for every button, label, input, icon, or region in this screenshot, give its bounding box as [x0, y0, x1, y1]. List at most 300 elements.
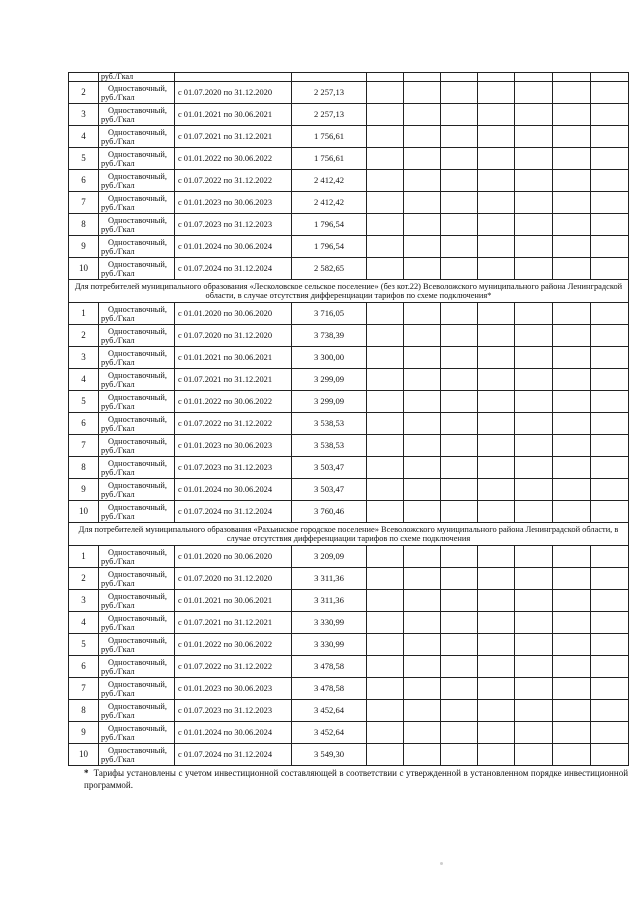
period-cell: с 01.07.2024 по 31.12.2024	[175, 744, 292, 766]
empty-cell	[441, 126, 478, 148]
tariff-type-cell	[99, 700, 175, 722]
period-cell: с 01.01.2023 по 30.06.2023	[175, 678, 292, 700]
tariff-unit: руб./Гкал	[101, 136, 135, 146]
empty-cell	[367, 391, 404, 413]
empty-cell	[478, 192, 515, 214]
tariff-unit: руб./Гкал	[101, 489, 135, 499]
empty-cell	[553, 678, 591, 700]
tariff-unit: руб./Гкал	[101, 600, 135, 610]
period-cell: с 01.01.2024 по 30.06.2024	[175, 722, 292, 744]
tariff-type-cell	[99, 236, 175, 258]
tariff-type-cell	[99, 744, 175, 766]
empty-cell	[515, 546, 553, 568]
empty-cell	[367, 170, 404, 192]
tariff-unit: руб./Гкал	[101, 92, 135, 102]
table-row	[69, 501, 629, 523]
empty-cell	[591, 501, 629, 523]
empty-cell	[404, 479, 441, 501]
empty-cell	[367, 634, 404, 656]
period-cell: с 01.01.2023 по 30.06.2023	[175, 435, 292, 457]
tariff-type-line1: Одноставочный,	[107, 259, 168, 269]
empty-cell	[515, 148, 553, 170]
tariff-unit: руб./Гкал	[101, 644, 135, 654]
period-cell: с 01.07.2021 по 31.12.2021	[175, 612, 292, 634]
tariff-value: 2 412,42	[292, 170, 367, 192]
tariff-unit: руб./Гкал	[101, 268, 135, 278]
empty-cell	[367, 479, 404, 501]
table-row	[69, 104, 629, 126]
empty-cell	[478, 656, 515, 678]
tariff-value: 2 582,65	[292, 258, 367, 280]
empty-cell	[553, 656, 591, 678]
tariff-value: 3 209,09	[292, 546, 367, 568]
tariff-type-cell	[99, 369, 175, 391]
empty-cell	[591, 236, 629, 258]
period-cell: с 01.01.2024 по 30.06.2024	[175, 236, 292, 258]
empty-cell	[515, 568, 553, 590]
empty-cell	[441, 192, 478, 214]
period-cell: с 01.01.2023 по 30.06.2023	[175, 192, 292, 214]
empty-cell	[515, 612, 553, 634]
tariff-unit: руб./Гкал	[101, 467, 135, 477]
row-number: 7	[69, 678, 99, 700]
section-header-row	[69, 523, 629, 546]
empty-cell	[591, 82, 629, 104]
row-number: 9	[69, 236, 99, 258]
tariff-type-line1: Одноставочный,	[107, 591, 168, 601]
tariff-type-cell	[99, 722, 175, 744]
tariff-value: 3 716,05	[292, 303, 367, 325]
row-number: 6	[69, 656, 99, 678]
tariff-value: 2 257,13	[292, 104, 367, 126]
tariff-type-cell	[99, 435, 175, 457]
period-cell: с 01.07.2022 по 31.12.2022	[175, 413, 292, 435]
empty-cell	[441, 148, 478, 170]
empty-cell	[478, 369, 515, 391]
empty-cell	[553, 170, 591, 192]
tariff-value: 3 311,36	[292, 568, 367, 590]
empty-cell	[591, 258, 629, 280]
row-number: 2	[69, 568, 99, 590]
empty-cell	[478, 501, 515, 523]
row-number: 2	[69, 325, 99, 347]
empty-cell	[515, 82, 553, 104]
tariff-unit: руб./Гкал	[101, 335, 135, 345]
empty-cell	[553, 612, 591, 634]
table-row	[69, 678, 629, 700]
empty-cell	[367, 656, 404, 678]
empty-cell	[591, 634, 629, 656]
empty-cell	[478, 170, 515, 192]
tariff-type-line1: Одноставочный,	[107, 657, 168, 667]
empty-cell	[515, 413, 553, 435]
tariff-type-cell	[99, 170, 175, 192]
tariff-unit: руб./Гкал	[101, 202, 135, 212]
empty-cell	[367, 568, 404, 590]
section-header: Для потребителей муниципального образования «Рахьинское городское поселение» Всеволожского муниципального района Ленинградской области, в случае отсутствия дифференциации тарифов по схеме подключения	[69, 523, 629, 546]
tariff-value: 3 452,64	[292, 722, 367, 744]
empty-cell	[367, 369, 404, 391]
empty-cell	[553, 546, 591, 568]
empty-cell	[553, 457, 591, 479]
empty-cell	[515, 700, 553, 722]
tariff-type-line1: Одноставочный,	[107, 436, 168, 446]
empty-cell	[553, 634, 591, 656]
tariff-type-line1: Одноставочный,	[107, 237, 168, 247]
empty-cell	[404, 104, 441, 126]
period-cell: с 01.01.2021 по 30.06.2021	[175, 104, 292, 126]
tariff-value: 3 300,00	[292, 347, 367, 369]
table-row	[69, 82, 629, 104]
table-row	[69, 214, 629, 236]
empty-cell	[404, 82, 441, 104]
row-number: 9	[69, 479, 99, 501]
empty-cell	[553, 347, 591, 369]
period-cell: с 01.01.2021 по 30.06.2021	[175, 347, 292, 369]
row-number: 1	[69, 303, 99, 325]
empty-cell	[591, 413, 629, 435]
empty-cell	[441, 82, 478, 104]
empty-cell	[591, 325, 629, 347]
section-header-row	[69, 280, 629, 303]
empty-cell	[404, 546, 441, 568]
tariff-type-cell	[99, 590, 175, 612]
empty-cell	[591, 700, 629, 722]
row-number: 5	[69, 148, 99, 170]
period-cell: с 01.07.2023 по 31.12.2023	[175, 457, 292, 479]
empty-cell	[478, 391, 515, 413]
empty-cell	[478, 590, 515, 612]
empty-cell	[441, 236, 478, 258]
period-cell: с 01.07.2024 по 31.12.2024	[175, 258, 292, 280]
row-number: 4	[69, 126, 99, 148]
tariff-type-line1: Одноставочный,	[107, 105, 168, 115]
empty-cell	[553, 369, 591, 391]
tariff-type-line1: Одноставочный,	[107, 502, 168, 512]
tariff-type-line1: Одноставочный,	[107, 370, 168, 380]
tariff-value: 3 478,58	[292, 678, 367, 700]
empty-cell	[478, 236, 515, 258]
empty-cell	[441, 590, 478, 612]
empty-cell	[553, 258, 591, 280]
tariff-value: 1 796,54	[292, 236, 367, 258]
footnote	[84, 767, 628, 791]
tariff-type-cell	[99, 258, 175, 280]
empty-cell	[478, 413, 515, 435]
empty-cell	[441, 744, 478, 766]
table-row-continued	[69, 73, 629, 82]
empty-cell	[441, 214, 478, 236]
tariff-type-line1: Одноставочный,	[107, 149, 168, 159]
empty-cell	[478, 722, 515, 744]
row-number: 10	[69, 501, 99, 523]
empty-cell	[404, 369, 441, 391]
tariff-type-line1: Одноставочный,	[107, 569, 168, 579]
empty-cell	[367, 347, 404, 369]
empty-cell	[553, 435, 591, 457]
empty-cell	[478, 634, 515, 656]
empty-cell	[441, 546, 478, 568]
tariff-value: 3 503,47	[292, 479, 367, 501]
empty-cell	[367, 546, 404, 568]
empty-cell	[591, 590, 629, 612]
empty-cell	[478, 82, 515, 104]
empty-cell	[515, 258, 553, 280]
period-cell: с 01.01.2022 по 30.06.2022	[175, 391, 292, 413]
empty-cell	[367, 435, 404, 457]
empty-cell	[404, 391, 441, 413]
table-row	[69, 612, 629, 634]
empty-cell	[404, 568, 441, 590]
tariff-value: 2 412,42	[292, 192, 367, 214]
tariff-unit: руб./Гкал	[101, 688, 135, 698]
tariff-type-cell	[99, 391, 175, 413]
tariff-type-cell	[99, 656, 175, 678]
tariff-value: 3 503,47	[292, 457, 367, 479]
empty-cell	[441, 104, 478, 126]
tariff-value: 1 796,54	[292, 214, 367, 236]
row-number: 2	[69, 82, 99, 104]
empty-cell	[367, 236, 404, 258]
tariff-unit: руб./Гкал	[101, 754, 135, 764]
tariff-unit: руб./Гкал	[101, 224, 135, 234]
tariff-value: 3 538,53	[292, 435, 367, 457]
tariff-value: 3 330,99	[292, 612, 367, 634]
tariff-unit: руб./Гкал	[101, 246, 135, 256]
empty-cell	[441, 656, 478, 678]
empty-cell	[478, 435, 515, 457]
empty-cell	[553, 104, 591, 126]
tariff-value: 3 538,53	[292, 413, 367, 435]
empty-cell	[404, 501, 441, 523]
row-number: 3	[69, 347, 99, 369]
tariff-type-cell	[99, 214, 175, 236]
empty-cell	[404, 590, 441, 612]
empty-cell	[404, 457, 441, 479]
tariff-type-line1: Одноставочный,	[107, 701, 168, 711]
empty-cell	[404, 258, 441, 280]
tariff-unit: руб./Гкал	[101, 556, 135, 566]
empty-cell	[515, 501, 553, 523]
empty-cell	[404, 214, 441, 236]
empty-cell	[478, 568, 515, 590]
empty-cell	[367, 744, 404, 766]
empty-cell	[591, 546, 629, 568]
empty-cell	[553, 126, 591, 148]
tariff-type-line1: Одноставочный,	[107, 745, 168, 755]
tariff-type-cell	[99, 126, 175, 148]
tariff-value: 3 330,99	[292, 634, 367, 656]
empty-cell	[404, 678, 441, 700]
empty-cell	[367, 148, 404, 170]
row-number: 1	[69, 546, 99, 568]
empty-cell	[515, 590, 553, 612]
period-cell: с 01.01.2022 по 30.06.2022	[175, 148, 292, 170]
tariff-value: 3 299,09	[292, 369, 367, 391]
empty-cell	[441, 391, 478, 413]
empty-cell	[515, 104, 553, 126]
tariff-table-body	[69, 73, 629, 766]
tariff-unit: руб./Гкал	[101, 710, 135, 720]
tariff-unit: руб./Гкал	[101, 732, 135, 742]
tariff-unit: руб./Гкал	[101, 423, 135, 433]
empty-cell	[478, 546, 515, 568]
tariff-type-cell	[99, 568, 175, 590]
empty-cell	[591, 744, 629, 766]
table-row	[69, 369, 629, 391]
tariff-type-line1: Одноставочный,	[107, 635, 168, 645]
empty-cell	[441, 369, 478, 391]
tariff-type-cell: руб./Гкал	[99, 73, 175, 82]
empty-cell	[367, 325, 404, 347]
tariff-type-line1: Одноставочный,	[107, 171, 168, 181]
period-cell: с 01.07.2020 по 31.12.2020	[175, 325, 292, 347]
period-cell: с 01.01.2020 по 30.06.2020	[175, 546, 292, 568]
tariff-type-cell	[99, 104, 175, 126]
empty-cell	[441, 634, 478, 656]
tariff-type-line1: Одноставочный,	[107, 348, 168, 358]
empty-cell	[478, 258, 515, 280]
empty-cell	[553, 501, 591, 523]
empty-cell	[441, 501, 478, 523]
empty-cell	[515, 347, 553, 369]
empty-cell	[553, 568, 591, 590]
tariff-unit: руб./Гкал	[101, 379, 135, 389]
tariff-type-cell	[99, 634, 175, 656]
empty-cell	[404, 612, 441, 634]
tariff-type-cell	[99, 479, 175, 501]
tariff-type-cell	[99, 501, 175, 523]
tariff-value: 3 549,30	[292, 744, 367, 766]
row-number: 4	[69, 369, 99, 391]
row-number: 3	[69, 104, 99, 126]
empty-cell	[515, 214, 553, 236]
table-row	[69, 744, 629, 766]
tariff-type-cell	[99, 678, 175, 700]
empty-cell	[441, 435, 478, 457]
tariff-type-line1: Одноставочный,	[107, 547, 168, 557]
row-number: 3	[69, 590, 99, 612]
tariff-unit: руб./Гкал	[101, 313, 135, 323]
empty-cell	[553, 325, 591, 347]
empty-cell	[553, 391, 591, 413]
empty-cell	[515, 170, 553, 192]
empty-cell	[441, 612, 478, 634]
row-number: 5	[69, 634, 99, 656]
empty-cell	[591, 479, 629, 501]
empty-cell	[515, 391, 553, 413]
empty-cell	[404, 303, 441, 325]
empty-cell	[478, 479, 515, 501]
empty-cell	[478, 347, 515, 369]
tariff-type-line1: Одноставочный,	[107, 83, 168, 93]
empty-cell	[404, 700, 441, 722]
tariff-unit: руб./Гкал	[101, 180, 135, 190]
tariff-unit: руб./Гкал	[101, 511, 135, 521]
row-number: 10	[69, 744, 99, 766]
tariff-type-cell	[99, 325, 175, 347]
empty-cell	[515, 236, 553, 258]
tariff-type-cell	[99, 413, 175, 435]
empty-cell	[553, 192, 591, 214]
period-cell: с 01.01.2020 по 30.06.2020	[175, 303, 292, 325]
footnote-text: Тарифы установлены с учетом инвестиционной составляющей в соответствии с утвержденной в установленном порядке инвестиционной программой.	[84, 768, 629, 790]
row-number: 10	[69, 258, 99, 280]
empty-cell	[367, 126, 404, 148]
empty-cell	[478, 126, 515, 148]
empty-cell	[404, 634, 441, 656]
empty-cell	[367, 612, 404, 634]
empty-cell	[591, 369, 629, 391]
period-cell: с 01.07.2022 по 31.12.2022	[175, 656, 292, 678]
empty-cell	[404, 192, 441, 214]
table-row	[69, 148, 629, 170]
empty-cell	[515, 634, 553, 656]
empty-cell	[515, 744, 553, 766]
tariff-unit: руб./Гкал	[101, 666, 135, 676]
empty-cell	[478, 457, 515, 479]
empty-cell	[441, 479, 478, 501]
row-number: 8	[69, 700, 99, 722]
tariff-type-cell	[99, 82, 175, 104]
row-number: 5	[69, 391, 99, 413]
empty-cell	[441, 303, 478, 325]
table-row	[69, 546, 629, 568]
empty-cell	[515, 722, 553, 744]
empty-cell	[553, 303, 591, 325]
table-row	[69, 413, 629, 435]
empty-cell	[367, 214, 404, 236]
empty-cell	[478, 678, 515, 700]
table-row	[69, 700, 629, 722]
empty-cell	[367, 678, 404, 700]
tariff-type-cell	[99, 303, 175, 325]
empty-cell	[553, 214, 591, 236]
empty-cell	[367, 303, 404, 325]
tariff-value: 3 760,46	[292, 501, 367, 523]
tariff-document	[68, 72, 628, 766]
tariff-type-cell	[99, 148, 175, 170]
tariff-unit: руб./Гкал	[101, 622, 135, 632]
empty-cell	[591, 192, 629, 214]
period-cell: с 01.01.2022 по 30.06.2022	[175, 634, 292, 656]
tariff-type-line1: Одноставочный,	[107, 723, 168, 733]
empty-cell	[404, 435, 441, 457]
table-row	[69, 192, 629, 214]
row-number: 8	[69, 214, 99, 236]
empty-cell	[591, 347, 629, 369]
tariff-type-cell	[99, 546, 175, 568]
tariff-type-line1: Одноставочный,	[107, 215, 168, 225]
empty-cell	[591, 126, 629, 148]
empty-cell	[553, 590, 591, 612]
empty-cell	[553, 82, 591, 104]
tariff-value: 1 756,61	[292, 126, 367, 148]
empty-cell	[591, 678, 629, 700]
period-cell: с 01.07.2022 по 31.12.2022	[175, 170, 292, 192]
tariff-unit: руб./Гкал	[101, 401, 135, 411]
tariff-type-line1: Одноставочный,	[107, 304, 168, 314]
tariff-value: 2 257,13	[292, 82, 367, 104]
empty-cell	[367, 501, 404, 523]
tariff-value: 3 299,09	[292, 391, 367, 413]
table-row	[69, 590, 629, 612]
period-cell: с 01.07.2020 по 31.12.2020	[175, 568, 292, 590]
period-cell: с 01.01.2021 по 30.06.2021	[175, 590, 292, 612]
empty-cell	[591, 722, 629, 744]
table-row	[69, 479, 629, 501]
empty-cell	[367, 258, 404, 280]
